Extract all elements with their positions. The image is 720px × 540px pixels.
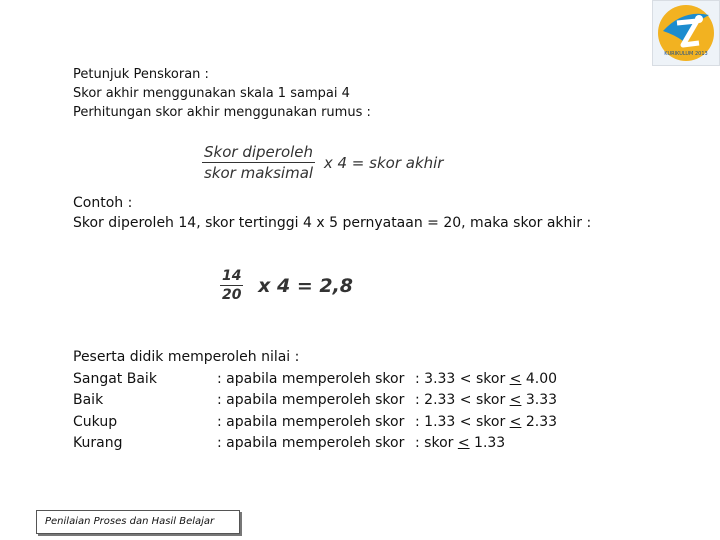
grade-row bbox=[73, 390, 557, 412]
grade-condition: : apabila memperoleh skor bbox=[217, 392, 405, 408]
grade-lte: < bbox=[509, 392, 522, 408]
grade-low: : bbox=[415, 435, 420, 451]
scoring-instructions bbox=[73, 65, 371, 122]
grade-range bbox=[415, 412, 557, 434]
grade-criteria bbox=[73, 347, 557, 455]
grade-category: Sangat Baik bbox=[73, 370, 157, 387]
grade-low: : 1.33 bbox=[415, 413, 456, 430]
grade-mid: < skor bbox=[459, 370, 506, 387]
grade-low: : 2.33 bbox=[415, 392, 456, 408]
grade-high: 1.33 bbox=[474, 435, 506, 451]
general-numerator: Skor diperoleh bbox=[202, 143, 315, 163]
grades-intro: Peserta didik memperoleh nilai : bbox=[73, 349, 300, 365]
grade-range bbox=[415, 433, 505, 455]
grade-row bbox=[73, 433, 557, 455]
example-numerator: 14 bbox=[222, 268, 242, 284]
grade-lte: < bbox=[509, 413, 522, 430]
grade-row bbox=[73, 412, 557, 434]
grade-range bbox=[415, 390, 557, 412]
grade-lte: < bbox=[509, 370, 522, 387]
general-formula bbox=[202, 143, 443, 182]
grade-high: 3.33 bbox=[525, 392, 558, 408]
grade-lte: < bbox=[457, 435, 470, 451]
grade-mid: < skor bbox=[459, 392, 506, 408]
general-formula-rest: x 4 = skor akhir bbox=[323, 153, 444, 172]
grade-condition: : apabila memperoleh skor bbox=[217, 435, 405, 451]
instructions-title: Petunjuk Penskoran : bbox=[73, 67, 209, 82]
grade-high: 2.33 bbox=[525, 413, 558, 430]
grade-category: Baik bbox=[73, 392, 104, 408]
instructions-formula-intro: Perhitungan skor akhir menggunakan rumus : bbox=[73, 105, 371, 120]
grade-range bbox=[415, 369, 557, 391]
grade-condition: : apabila memperoleh skor bbox=[217, 370, 405, 387]
grade-mid: skor bbox=[424, 435, 454, 451]
example-text: Skor diperoleh 14, skor tertinggi 4 x 5 pernyataan = 20, maka skor akhir : bbox=[73, 215, 592, 231]
example-block bbox=[73, 193, 591, 233]
footer-label: Penilaian Proses dan Hasil Belajar bbox=[36, 510, 240, 534]
example-denominator: 20 bbox=[222, 287, 242, 303]
grade-row bbox=[73, 369, 557, 391]
general-fraction bbox=[202, 143, 315, 182]
kurikulum-logo bbox=[652, 0, 720, 66]
grade-category: Kurang bbox=[73, 435, 123, 451]
grade-low: : 3.33 bbox=[415, 370, 456, 387]
general-denominator: skor maksimal bbox=[204, 164, 314, 182]
grade-category: Cukup bbox=[73, 413, 118, 430]
instructions-scale: Skor akhir menggunakan skala 1 sampai 4 bbox=[73, 86, 350, 101]
grade-mid: < skor bbox=[459, 413, 506, 430]
example-fraction bbox=[220, 268, 243, 303]
logo-text: KURIKULUM 2013 bbox=[664, 51, 708, 57]
example-title: Contoh : bbox=[73, 195, 133, 211]
grade-high: 4.00 bbox=[525, 370, 558, 387]
grade-condition: : apabila memperoleh skor bbox=[217, 413, 405, 430]
example-formula-rest: x 4 = 2,8 bbox=[258, 274, 354, 297]
kurikulum-logo-icon bbox=[653, 1, 719, 65]
example-formula bbox=[220, 268, 353, 303]
